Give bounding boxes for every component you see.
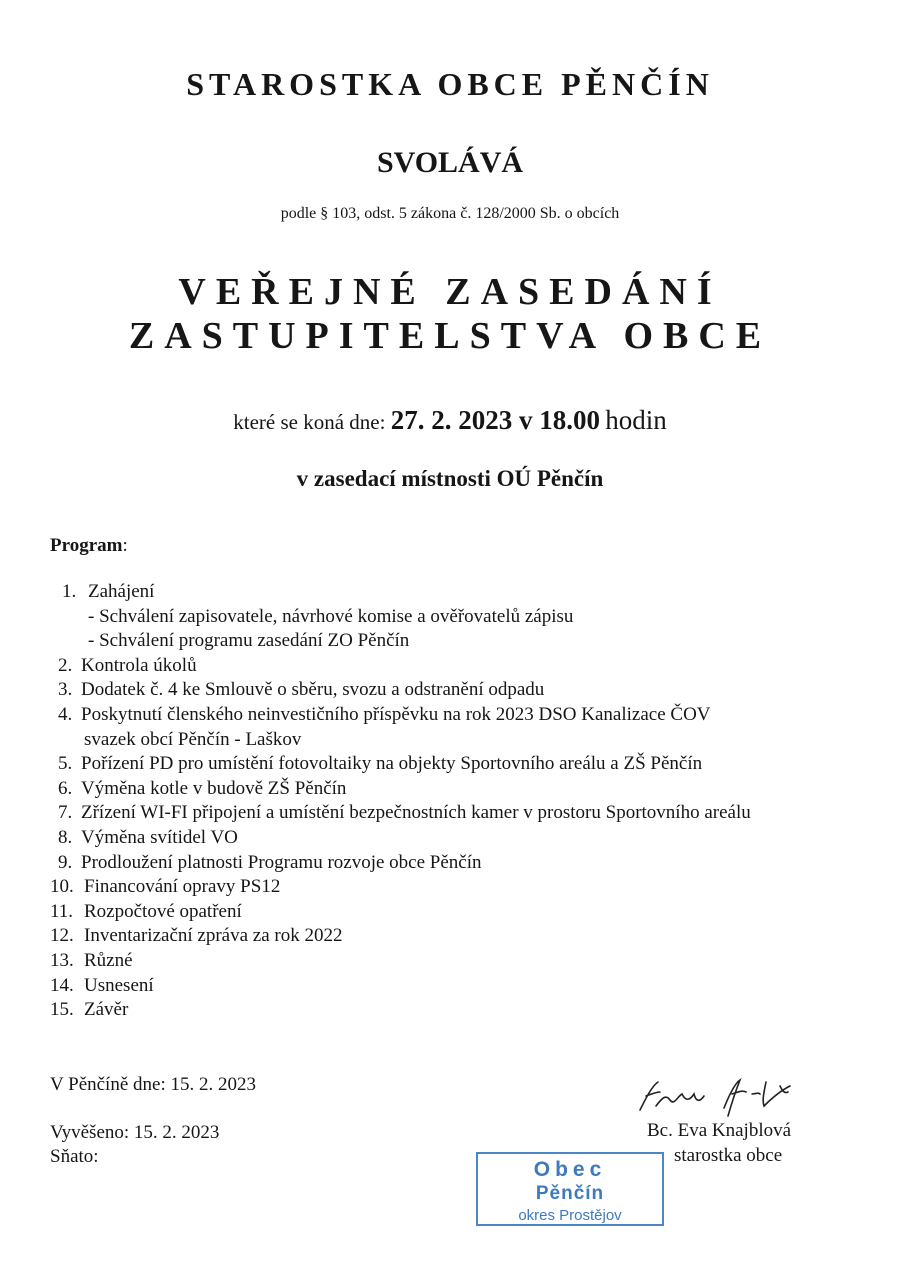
page-heading: STAROSTKA OBCE PĚNČÍN [186, 66, 714, 102]
agenda-item-text: Kontrola úkolů [81, 654, 197, 676]
agenda-item-number: 7. [58, 802, 73, 824]
posted-date: Vyvěšeno: 15. 2. 2023 [50, 1122, 220, 1143]
legal-basis: podle § 103, odst. 5 zákona č. 128/2000 Sb. o obcích [280, 205, 620, 222]
agenda-item-number: 12. [50, 925, 74, 947]
signer-role: starostka obce [674, 1145, 783, 1166]
agenda-item-text: Závěr [84, 999, 129, 1021]
stamp-line-1: Obec [533, 1158, 607, 1181]
convenes-heading: SVOLÁVÁ [376, 146, 524, 179]
agenda-item-number: 10. [50, 876, 74, 898]
removed-date: Sňato: [50, 1146, 99, 1167]
municipal-stamp [476, 1152, 664, 1226]
program-label: Program [50, 535, 123, 556]
agenda-subitem: - Schválení programu zasedání ZO Pěnčín [88, 630, 410, 652]
agenda-item-text: Usnesení [84, 974, 154, 996]
agenda-item-text: Výměna svítidel VO [81, 827, 238, 848]
agenda-item-text: Inventarizační zpráva za rok 2022 [84, 925, 343, 947]
meeting-date: 27. 2. 2023 v 18.00 [390, 405, 600, 435]
agenda-item-text: Poskytnutí členského neinvestičního příspěvku na rok 2023 DSO Kanalizace ČOV [81, 704, 711, 725]
agenda-item-text: Výměna kotle v budově ZŠ Pěnčín [81, 777, 347, 799]
agenda-item-text: Pořízení PD pro umístění fotovoltaiky na objekty Sportovního areálu a ZŠ Pěnčín [81, 753, 703, 775]
agenda-item-text: Zřízení WI-FI připojení a umístění bezpečnostních kamer v prostoru Sportovního areálu [81, 802, 751, 824]
stamp-line-2: Pěnčín [535, 1183, 605, 1204]
agenda-item-text: Různé [84, 950, 133, 971]
agenda-item-continuation: svazek obcí Pěnčín - Laškov [84, 728, 302, 750]
agenda-item-number: 5. [58, 753, 73, 775]
agenda-item-number: 4. [58, 704, 73, 725]
agenda-item-number: 15. [50, 999, 74, 1021]
meeting-venue: v zasedací místnosti OÚ Pěnčín [296, 466, 604, 491]
agenda-item-number: 3. [58, 679, 73, 701]
agenda-item-number: 6. [58, 777, 73, 799]
agenda-item-number: 11. [50, 900, 74, 922]
agenda-item-number: 13. [50, 950, 74, 971]
signature-image [632, 1072, 812, 1120]
program-colon: : [122, 535, 128, 556]
issue-date-place: V Pěnčíně dne: 15. 2. 2023 [50, 1074, 256, 1095]
agenda-item-text: Zahájení [88, 581, 155, 602]
stamp-line-3: okres Prostějov [518, 1207, 622, 1224]
agenda-item-number: 8. [58, 827, 73, 848]
meeting-prefix: které se koná dne: [233, 410, 386, 434]
title-line-1: VEŘEJNÉ ZASEDÁNÍ [178, 271, 722, 313]
agenda-item-text: Rozpočtové opatření [84, 900, 242, 922]
agenda-subitem: - Schválení zapisovatele, návrhové komise a ověřovatelů zápisu [88, 605, 574, 627]
agenda-item-text: Prodloužení platnosti Programu rozvoje obce Pěnčín [81, 851, 482, 873]
signer-name: Bc. Eva Knajblová [647, 1120, 792, 1141]
meeting-datetime [0, 405, 900, 436]
agenda-item-number: 9. [58, 851, 73, 873]
agenda-item-number: 1. [62, 581, 77, 602]
meeting-suffix: hodin [605, 405, 667, 435]
agenda-item-number: 2. [58, 654, 73, 676]
program-heading [50, 535, 128, 557]
agenda-item-text: Dodatek č. 4 ke Smlouvě o sběru, svozu a odstranění odpadu [81, 679, 545, 701]
agenda-item-text: Financování opravy PS12 [84, 876, 281, 898]
agenda-item-number: 14. [50, 974, 74, 996]
title-line-2: ZASTUPITELSTVA OBCE [128, 315, 772, 357]
